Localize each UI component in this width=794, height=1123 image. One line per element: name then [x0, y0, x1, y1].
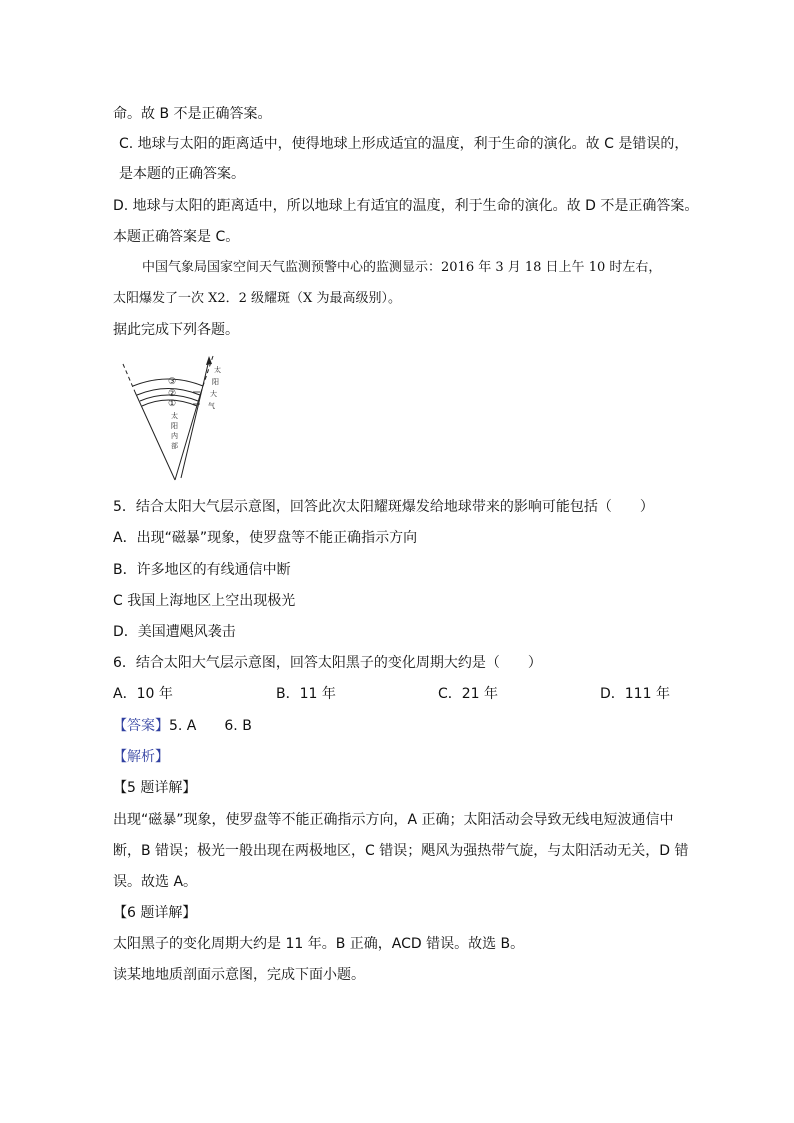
text-line: D. 地球与太阳的距离适中，所以地球上有适宜的温度，利于生命的演化。故 D 不是正确答案。	[113, 198, 699, 214]
detail-6-tag: 【6 题详解】	[113, 905, 197, 921]
answer-tag: 【答案】	[113, 718, 169, 734]
next-instruction: 读某地地质剖面示意图，完成下面小题。	[113, 967, 365, 983]
question-6-option-c: C．21 年	[438, 686, 499, 702]
instruction-line: 据此完成下列各题。	[113, 322, 239, 338]
question-5-option-d: D．美国遭飓风袭击	[113, 624, 236, 640]
question-6-option-d: D．111 年	[600, 686, 670, 702]
detail-5-line: 断，B 错误；极光一般出现在两极地区，C 错误；飓风为强热带气旋，与太阳活动无关，D 错	[113, 843, 689, 859]
text-line: 命。故 B 不是正确答案。	[113, 106, 272, 122]
question-5-stem: 5．结合太阳大气层示意图，回答此次太阳耀斑爆发给地球带来的影响可能包括（ ）	[113, 499, 654, 515]
atmosphere-label-char: 气	[208, 402, 215, 410]
layer-3-label: ③	[168, 377, 177, 387]
detail-5-tag: 【5 题详解】	[113, 780, 197, 796]
sun-atmosphere-diagram	[113, 352, 223, 484]
interior-label-char: 部	[171, 442, 178, 450]
passage-line: 太阳爆发了一次 X2．2 级耀斑（X 为最高级别）。	[113, 291, 401, 306]
answer-text: 5. A 6. B	[169, 718, 252, 734]
question-6-stem: 6．结合太阳大气层示意图，回答太阳黑子的变化周期大约是（ ）	[113, 655, 542, 671]
text-line: 本题正确答案是 C。	[113, 229, 240, 245]
question-6-option-b: B．11 年	[276, 686, 336, 702]
atmosphere-label-char: 大	[210, 390, 217, 398]
detail-6-line: 太阳黑子的变化周期大约是 11 年。B 正确，ACD 错误。故选 B。	[113, 936, 525, 952]
question-6-option-a: A．10 年	[113, 686, 173, 702]
interior-label-char: 内	[171, 432, 178, 440]
detail-5-line: 出现“磁暴”现象，使罗盘等不能正确指示方向，A 正确；太阳活动会导致无线电短波通信中	[113, 812, 674, 828]
text-line: C. 地球与太阳的距离适中，使得地球上形成适宜的温度，利于生命的演化。故 C 是错误的，	[119, 136, 689, 152]
question-5-option-c: C 我国上海地区上空出现极光	[113, 593, 296, 609]
analysis-tag: 【解析】	[113, 749, 169, 765]
layer-2-label: ②	[168, 389, 177, 399]
detail-5-line: 误。故选 A。	[113, 874, 198, 890]
question-5-option-b: B．许多地区的有线通信中断	[113, 562, 291, 578]
passage-line: 中国气象局国家空间天气监测预警中心的监测显示：2016 年 3 月 18 日上午 10 时左右，	[142, 260, 662, 275]
interior-label-char: 太	[171, 412, 178, 420]
text-line: 是本题的正确答案。	[119, 166, 245, 182]
question-5-option-a: A．出现“磁暴”现象，使罗盘等不能正确指示方向	[113, 530, 418, 546]
layer-1-label: ①	[168, 399, 177, 409]
atmosphere-label-char: 阳	[212, 378, 219, 386]
atmosphere-label-char: 太	[214, 366, 221, 374]
interior-label-char: 阳	[171, 422, 178, 430]
answer-line	[113, 716, 252, 736]
